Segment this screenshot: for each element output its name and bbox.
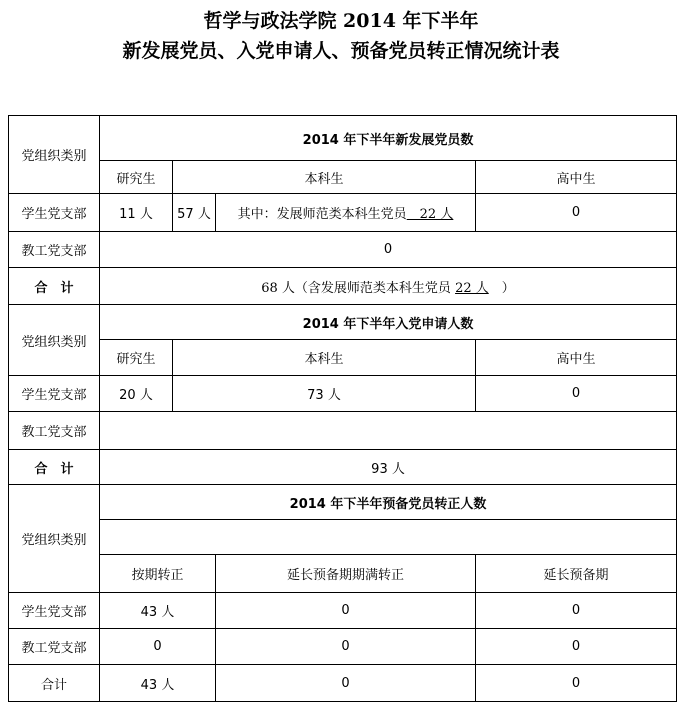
s3-student-on-schedule: 43 人 [100, 593, 216, 629]
s3-student-extended: 0 [476, 593, 677, 629]
s1-total: 68 人（含发展师范类本科生党员 22 人 ） [100, 268, 677, 305]
s2-student-undergraduate: 73 人 [173, 376, 476, 412]
section3-total-row [9, 665, 677, 702]
col-graduate: 研究生 [100, 161, 173, 194]
row-label-staff: 教工党支部 [9, 412, 100, 450]
statistics-table [8, 115, 677, 702]
col-extended-then-converted: 延长预备期期满转正 [216, 555, 476, 593]
row-label-staff: 教工党支部 [9, 232, 100, 268]
s1-student-highschool: 0 [476, 194, 677, 232]
section1-header-row [9, 116, 677, 161]
section2-staff-row [9, 412, 677, 450]
col-on-schedule: 按期转正 [100, 555, 216, 593]
col-undergraduate: 本科生 [173, 340, 476, 376]
row-label-student: 学生党支部 [9, 376, 100, 412]
s1-student-undergraduate: 57 人 [173, 194, 216, 232]
s2-student-highschool: 0 [476, 376, 677, 412]
section3-student-row [9, 593, 677, 629]
section1-total-row [9, 268, 677, 305]
s3-total-on-schedule: 43 人 [100, 665, 216, 702]
s2-total: 93 人 [100, 450, 677, 485]
s1-total-value: 22 人 [455, 280, 489, 296]
s3-staff-extended-converted: 0 [216, 629, 476, 665]
section3-columns-row [9, 555, 677, 593]
section3-blank-cell [100, 520, 677, 555]
col-graduate: 研究生 [100, 340, 173, 376]
category-label: 党组织类别 [9, 305, 100, 376]
s1-note-value: 22 人 [406, 207, 454, 222]
row-label-student: 学生党支部 [9, 194, 100, 232]
title-line-2: 新发展党员、入党申请人、预备党员转正情况统计表 [122, 40, 560, 62]
row-label-total: 合计 [9, 665, 100, 702]
s3-total-extended: 0 [476, 665, 677, 702]
s1-student-graduate: 11 人 [100, 194, 173, 232]
category-label: 党组织类别 [9, 116, 100, 194]
col-highschool: 高中生 [476, 340, 677, 376]
row-label-total: 合 计 [9, 450, 100, 485]
section2-total-row [9, 450, 677, 485]
section1-student-row [9, 194, 677, 232]
section1-staff-row [9, 232, 677, 268]
section2-student-row [9, 376, 677, 412]
section3-header-row [9, 485, 677, 520]
s3-staff-extended: 0 [476, 629, 677, 665]
row-label-staff: 教工党支部 [9, 629, 100, 665]
title-line-1: 哲学与政法学院 2014 年下半年 [203, 10, 479, 32]
row-label-total: 合 计 [9, 268, 100, 305]
section3-spacer-row [9, 520, 677, 555]
s3-total-extended-converted: 0 [216, 665, 476, 702]
s3-staff-on-schedule: 0 [100, 629, 216, 665]
col-highschool: 高中生 [476, 161, 677, 194]
s3-student-extended-converted: 0 [216, 593, 476, 629]
section1-header: 2014 年下半年新发展党员数 [100, 116, 677, 161]
col-undergraduate: 本科生 [173, 161, 476, 194]
col-extended: 延长预备期 [476, 555, 677, 593]
section2-columns-row [9, 340, 677, 376]
s1-staff-value: 0 [100, 232, 677, 268]
s2-staff-value [100, 412, 677, 450]
row-label-student: 学生党支部 [9, 593, 100, 629]
s1-normal-undergrad-note: 其中：发展师范类本科生党员 22 人 [216, 194, 476, 232]
category-label: 党组织类别 [9, 485, 100, 593]
section2-header: 2014 年下半年入党申请人数 [100, 305, 677, 340]
section3-header: 2014 年下半年预备党员转正人数 [100, 485, 677, 520]
section2-header-row [9, 305, 677, 340]
s2-student-graduate: 20 人 [100, 376, 173, 412]
section1-columns-row [9, 161, 677, 194]
section3-staff-row [9, 629, 677, 665]
